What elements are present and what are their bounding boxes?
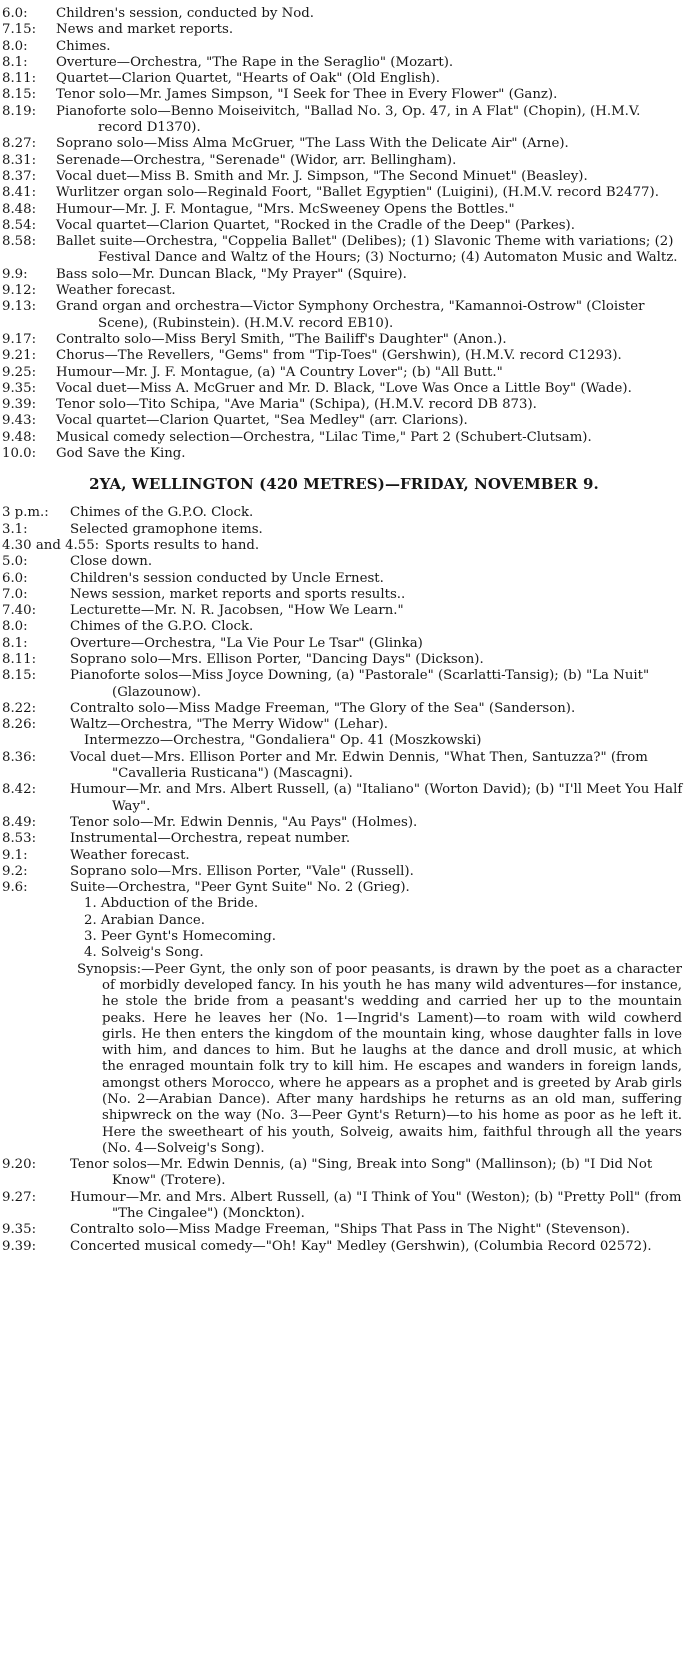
entry-text: Soprano solo—Mrs. Ellison Porter, "Dancing Days" (Dickson). <box>70 651 484 667</box>
entry-text: Overture—Orchestra, "La Vie Pour Le Tsar" (Glinka) <box>70 635 423 651</box>
entry-text: Quartet—Clarion Quartet, "Hearts of Oak" (Old English). <box>56 71 440 87</box>
entry-text: Vocal duet—Miss B. Smith and Mr. J. Simpson, "The Second Minuet" (Beasley). <box>56 168 588 184</box>
programme-section-2 <box>2 505 686 1255</box>
programme-entry <box>2 218 686 234</box>
programme-entry <box>2 22 686 38</box>
programme-entry <box>2 39 686 55</box>
entry-text: Bass solo—Mr. Duncan Black, "My Prayer" (Squire). <box>56 266 407 282</box>
programme-entry <box>2 348 686 364</box>
entry-text: Chorus—The Revellers, "Gems" from "Tip-Toes" (Gershwin), (H.M.V. record C1293). <box>56 348 622 364</box>
entry-time: 4.30 and 4.55: <box>2 537 100 553</box>
entry-text: Tenor solo—Mr. Edwin Dennis, "Au Pays" (Holmes). <box>70 814 418 830</box>
entry-text: Humour—Mr. J. F. Montague, (a) "A Country Lover"; (b) "All Butt." <box>56 364 503 380</box>
suite-item: 1. Abduction of the Bride. <box>84 896 259 912</box>
entry-text: Soprano solo—Mrs. Ellison Porter, "Vale" (Russell). <box>70 863 414 879</box>
entry-text: Humour—Mr. J. F. Montague, "Mrs. McSweeney Opens the Bottles." <box>56 201 515 217</box>
entry-time: 9.6: <box>2 880 28 896</box>
programme-entry <box>2 1239 686 1255</box>
entry-time: 9.27: <box>2 1189 37 1205</box>
programme-entry <box>2 1190 686 1223</box>
entry-text: Sports results to hand. <box>105 537 260 553</box>
entry-time: 8.53: <box>2 831 37 847</box>
suite-item: 3. Peer Gynt's Homecoming. <box>84 929 277 945</box>
programme-entry <box>2 701 686 717</box>
entry-text: Children's session conducted by Uncle Ernest. <box>70 570 384 586</box>
programme-entry <box>2 668 686 701</box>
entry-text: Ballet suite—Orchestra, "Coppelia Ballet" (Delibes); (1) Slavonic Theme with variations; (2) Festival Dance and Waltz of the Hours; (3) Nocturno; (4) Automaton Music and Waltz. <box>56 234 678 266</box>
entry-text: Vocal duet—Mrs. Ellison Porter and Mr. Edwin Dennis, "What Then, Santuzza?" (from "Cavalleria Rusticana") (Mascagni). <box>70 749 648 782</box>
programme-entry <box>2 603 686 619</box>
entry-text: News session, market reports and sports results.. <box>70 586 406 602</box>
programme-entry <box>2 1222 686 1238</box>
entry-text: Vocal quartet—Clarion Quartet, "Rocked in the Cradle of the Deep" (Parkes). <box>56 217 575 233</box>
entry-time: 9.9: <box>2 266 28 282</box>
entry-text: Contralto solo—Miss Beryl Smith, "The Bailiff's Daughter" (Anon.). <box>56 331 507 347</box>
entry-text: Humour—Mr. and Mrs. Albert Russell, (a) "Italiano" (Worton David); (b) "I'll Meet You Half Way". <box>70 782 683 814</box>
entry-time: 9.17: <box>2 331 37 347</box>
programme-entry <box>2 365 686 381</box>
entry-time: 7.15: <box>2 22 37 38</box>
station-heading: 2YA, WELLINGTON (420 METRES)—FRIDAY, NOVEMBER 9. <box>89 475 599 494</box>
entry-time: 5.0: <box>2 554 28 570</box>
programme-entry <box>2 169 686 185</box>
entry-time: 6.0: <box>2 570 28 586</box>
entry-time: 8.11: <box>2 71 37 87</box>
entry-time: 8.26: <box>2 717 37 733</box>
programme-entry <box>2 717 686 733</box>
entry-time: 7.40: <box>2 603 37 619</box>
programme-entry <box>2 815 686 831</box>
programme-section-1 <box>2 6 686 462</box>
entry-time: 8.41: <box>2 185 37 201</box>
entry-time: 9.2: <box>2 863 28 879</box>
programme-entry <box>2 136 686 152</box>
programme-entry <box>2 71 686 87</box>
entry-time: 8.19: <box>2 103 37 119</box>
entry-text: Concerted musical comedy—"Oh! Kay" Medley (Gershwin), (Columbia Record 02572). <box>70 1238 652 1254</box>
entry-time: 9.35: <box>2 1222 37 1238</box>
entry-time: 9.48: <box>2 429 37 445</box>
entry-time: 8.15: <box>2 87 37 103</box>
programme-entry <box>2 267 686 283</box>
entry-text: Suite—Orchestra, "Peer Gynt Suite" No. 2 (Grieg). <box>70 880 410 896</box>
entry-text: Weather forecast. <box>56 283 176 299</box>
entry-text: Tenor solo—Mr. James Simpson, "I Seek for Thee in Every Flower" (Ganz). <box>56 87 558 103</box>
entry-time: 8.58: <box>2 234 37 250</box>
entry-text: Contralto solo—Miss Madge Freeman, "Ships That Pass in The Night" (Stevenson). <box>70 1222 631 1238</box>
entry-time: 9.20: <box>2 1157 37 1173</box>
programme-entry <box>2 381 686 397</box>
suite-item: 4. Solveig's Song. <box>84 945 204 961</box>
entry-text: Waltz—Orchestra, "The Merry Widow" (Lehar). <box>70 717 389 733</box>
entry-text: Grand organ and orchestra—Victor Symphony Orchestra, "Kamannoi-Ostrow" (Cloister Scene), (Rubinstein). (H.M.V. record EB10). <box>56 299 645 331</box>
entry-time: 9.21: <box>2 348 37 364</box>
entry-text: Vocal duet—Miss A. McGruer and Mr. D. Black, "Love Was Once a Little Boy" (Wade). <box>56 380 632 396</box>
entry-time: 7.0: <box>2 586 28 602</box>
entry-time: 9.39: <box>2 1238 37 1254</box>
programme-entry <box>2 299 686 332</box>
entry-text: Close down. <box>70 554 153 570</box>
entry-text: Vocal quartet—Clarion Quartet, "Sea Medley" (arr. Clarions). <box>56 413 468 429</box>
entry-time: 8.42: <box>2 782 37 798</box>
entry-time: 9.35: <box>2 380 37 396</box>
entry-time: 3.1: <box>2 521 28 537</box>
programme-entry <box>2 750 686 783</box>
entry-time: 9.1: <box>2 847 28 863</box>
entry-time: 8.15: <box>2 668 37 684</box>
entry-text: Instrumental—Orchestra, repeat number. <box>70 831 351 847</box>
programme-entry <box>2 55 686 71</box>
entry-text: Contralto solo—Miss Madge Freeman, "The Glory of the Sea" (Sanderson). <box>70 700 576 716</box>
programme-entry <box>2 87 686 103</box>
entry-time: 8.48: <box>2 201 37 217</box>
entry-time: 3 p.m.: <box>2 505 49 521</box>
programme-entry <box>2 831 686 847</box>
programme-entry <box>2 864 686 880</box>
entry-text: Weather forecast. <box>70 847 190 863</box>
programme-entry <box>2 397 686 413</box>
programme-entry <box>2 505 686 521</box>
entry-time: 8.0: <box>2 619 28 635</box>
programme-entry <box>2 153 686 169</box>
programme-entry <box>2 522 686 538</box>
entry-time: 6.0: <box>2 6 28 21</box>
entry-time: 8.31: <box>2 152 37 168</box>
intermezzo-line: Intermezzo—Orchestra, "Gondaliera" Op. 41 (Moszkowski) <box>84 733 482 749</box>
programme-entry <box>2 446 686 462</box>
programme-entry <box>2 234 686 267</box>
entry-text: God Save the King. <box>56 446 186 462</box>
programme-entry <box>2 848 686 864</box>
entry-text: Wurlitzer organ solo—Reginald Foort, "Ballet Egyptien" (Luigini), (H.M.V. record B2477). <box>56 185 659 201</box>
programme-entry <box>2 413 686 429</box>
entry-time: 8.54: <box>2 217 37 233</box>
programme-entry <box>2 782 686 815</box>
synopsis-paragraph: Synopsis:—Peer Gynt, the only son of poor peasants, is drawn by the poet as a character of morbidly developed fancy. In his youth he has many wild adventures—for instance, he stole the bride from a peasant's wedding and carried her up to the mountain peaks. Here he leaves her (No. 1—Ingrid's Lament)—to roam with wild cowherd girls. He then enters the kingdom of the mountain king, whose daughter falls in love with him, and dances to him. But he laughs at the dance and droll music, at which the enraged mountain folk try to kill him. He escapes and wanders in foreign lands, amongst others Morocco, where he appears as a prophet and is greeted by Arab girls (No. 2—Arabian Dance). After many hardships he returns as an old man, suffering shipwreck on the way (No. 3—Peer Gynt's Return)—to his home as poor as he left it. Here the sweetheart of his youth, Solveig, awaits him, faithful through all the years (No. 4—Solveig's Song). <box>77 961 682 1156</box>
entry-time: 9.25: <box>2 364 37 380</box>
entry-text: Tenor solos—Mr. Edwin Dennis, (a) "Sing, Break into Song" (Mallinson); (b) "I Did Not Know" (Trotere). <box>70 1157 653 1189</box>
entry-time: 9.43: <box>2 413 37 429</box>
programme-entry <box>2 636 686 652</box>
entry-text: Musical comedy selection—Orchestra, "Lilac Time," Part 2 (Schubert-Clutsam). <box>56 429 592 445</box>
entry-time: 8.11: <box>2 651 37 667</box>
entry-text: Children's session, conducted by Nod. <box>56 6 314 21</box>
programme-entry <box>2 538 686 554</box>
entry-text: Tenor solo—Tito Schipa, "Ave Maria" (Schipa), (H.M.V. record DB 873). <box>56 397 537 413</box>
entry-text: Chimes of the G.P.O. Clock. <box>70 505 254 521</box>
entry-text: Lecturette—Mr. N. R. Jacobsen, "How We Learn." <box>70 603 404 619</box>
entry-time: 8.49: <box>2 814 37 830</box>
entry-text: Overture—Orchestra, "The Rape in the Seraglio" (Mozart). <box>56 54 454 70</box>
programme-entry <box>2 283 686 299</box>
entry-text: News and market reports. <box>56 22 234 38</box>
entry-text: Soprano solo—Miss Alma McGruer, "The Lass With the Delicate Air" (Arne). <box>56 136 569 152</box>
entry-time: 9.12: <box>2 283 37 299</box>
programme-entry <box>2 6 686 22</box>
entry-time: 8.1: <box>2 54 28 70</box>
programme-entry <box>2 880 686 896</box>
entry-text: Serenade—Orchestra, "Serenade" (Widor, arr. Bellingham). <box>56 152 457 168</box>
programme-entry <box>2 104 686 137</box>
entry-time: 8.36: <box>2 749 37 765</box>
entry-time: 8.37: <box>2 168 37 184</box>
entry-text: Chimes of the G.P.O. Clock. <box>70 619 254 635</box>
programme-entry <box>2 1157 686 1190</box>
programme-entry <box>2 587 686 603</box>
entry-time: 10.0: <box>2 446 37 462</box>
programme-entry <box>2 430 686 446</box>
programme-entry <box>2 332 686 348</box>
entry-time: 8.22: <box>2 700 37 716</box>
suite-item: 2. Arabian Dance. <box>84 912 205 928</box>
entry-text: Humour—Mr. and Mrs. Albert Russell, (a) "I Think of You" (Weston); (b) "Pretty Poll" (from "The Cingalee") (Monckton). <box>70 1189 682 1222</box>
entry-text: Pianoforte solos—Miss Joyce Downing, (a) "Pastorale" (Scarlatti-Tansig); (b) "La Nuit" (Glazounow). <box>70 668 650 700</box>
programme-entry <box>2 185 686 201</box>
entry-time: 9.13: <box>2 299 37 315</box>
entry-text: Pianoforte solo—Benno Moiseivitch, "Ballad No. 3, Op. 47, in A Flat" (Chopin), (H.M.V. record D1370). <box>56 103 641 136</box>
programme-entry <box>2 554 686 570</box>
programme-entry <box>2 202 686 218</box>
entry-time: 9.39: <box>2 397 37 413</box>
entry-time: 8.0: <box>2 38 28 54</box>
entry-time: 8.1: <box>2 635 28 651</box>
entry-time: 8.27: <box>2 136 37 152</box>
entry-text: Selected gramophone items. <box>70 521 263 537</box>
programme-entry <box>2 652 686 668</box>
entry-text: Chimes. <box>56 38 111 54</box>
programme-entry <box>2 571 686 587</box>
programme-entry <box>2 619 686 635</box>
